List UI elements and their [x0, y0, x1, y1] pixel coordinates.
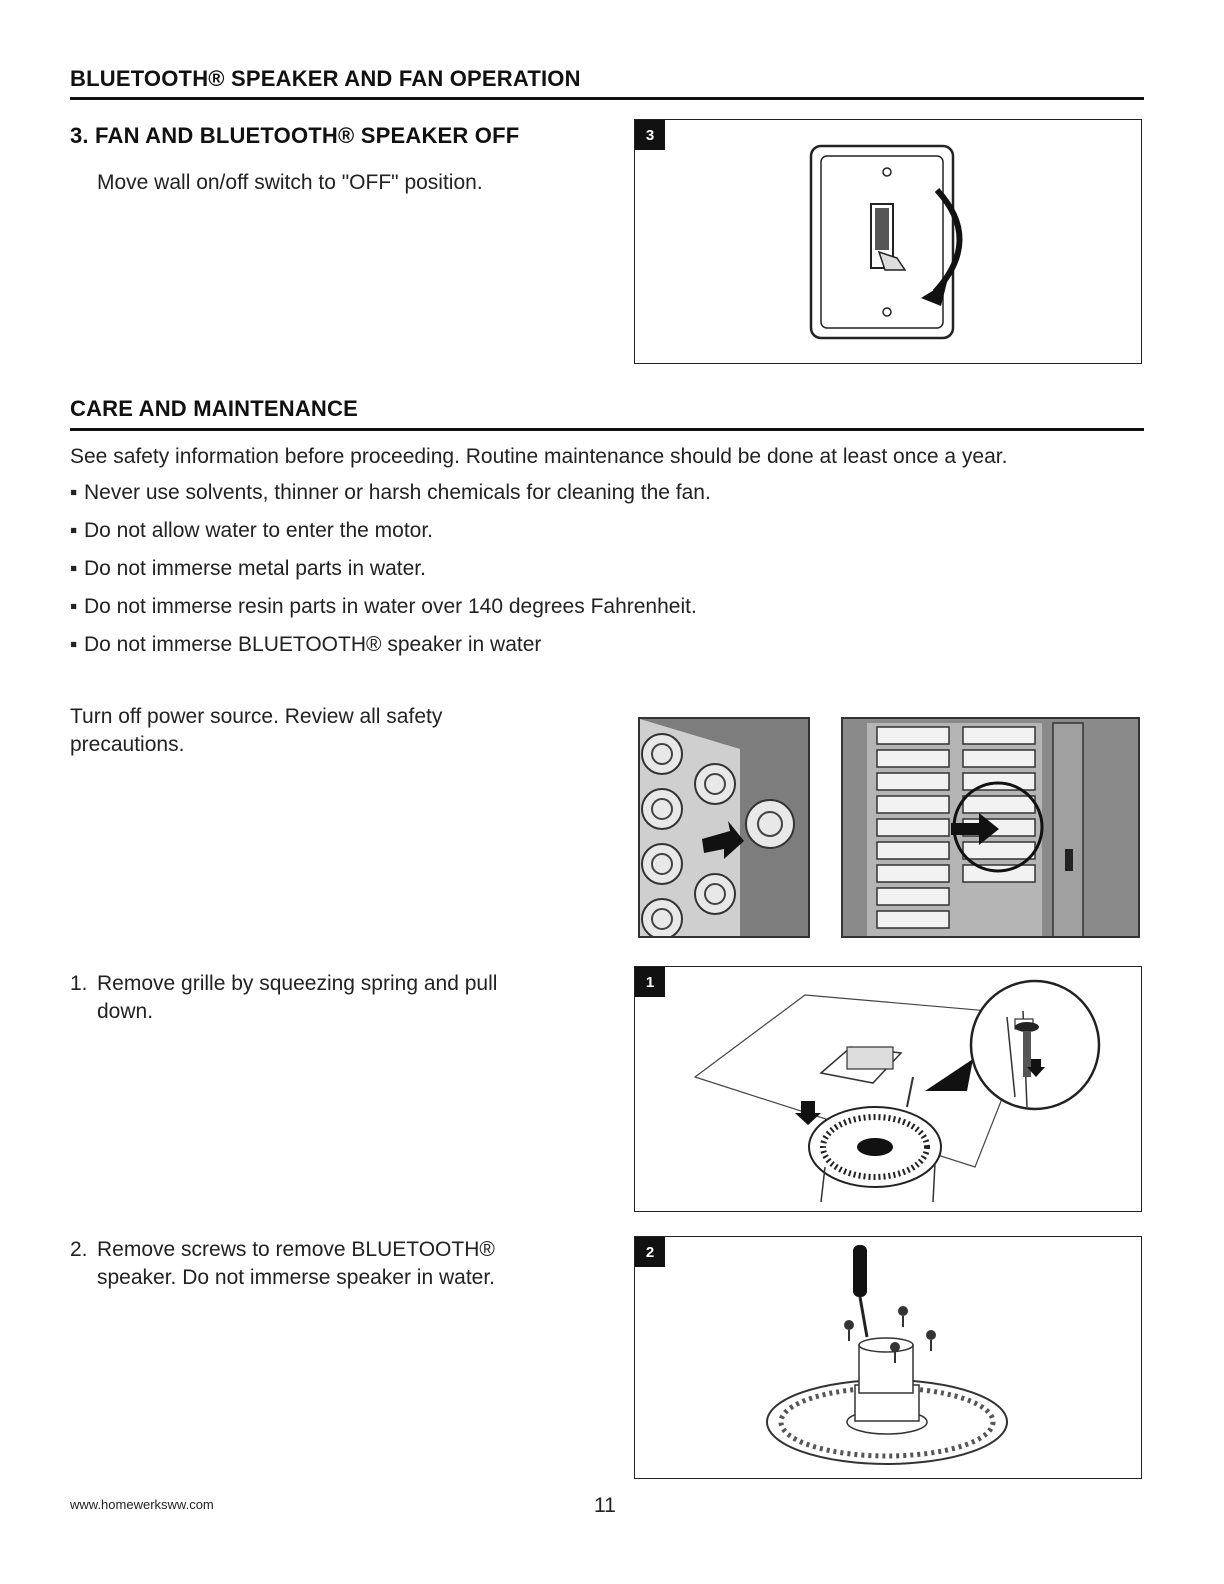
step-title-off: 3. FAN AND BLUETOOTH® SPEAKER OFF: [70, 123, 520, 148]
breaker-closeup-image: [638, 717, 810, 938]
figure-remove-speaker: [634, 1236, 1142, 1479]
bullet-text: Do not immerse BLUETOOTH® speaker in water: [84, 633, 542, 656]
power-off-text: Turn off power source. Review all safety precautions.: [70, 705, 443, 756]
step-2: [70, 1236, 540, 1292]
figure-wall-switch: [634, 119, 1142, 364]
bullet-mark: ▪: [70, 557, 78, 580]
section-title-operation: BLUETOOTH® SPEAKER AND FAN OPERATION: [70, 66, 581, 91]
bullet-text: Do not allow water to enter the motor.: [84, 519, 434, 542]
step-1: [70, 970, 540, 1026]
figure-remove-grille: [634, 966, 1142, 1212]
list-item: [70, 593, 1120, 631]
list-item: [70, 555, 1120, 593]
remove-grille-illustration: [635, 967, 1142, 1212]
bullet-mark: ▪: [70, 595, 78, 618]
bullet-mark: ▪: [70, 519, 78, 542]
bullet-text: Do not immerse metal parts in water.: [84, 557, 426, 580]
list-item: [70, 517, 1120, 555]
page-number: 11: [594, 1494, 616, 1517]
step-number: 2.: [70, 1238, 88, 1261]
bullet-mark: ▪: [70, 481, 78, 504]
care-intro: See safety information before proceeding. Routine maintenance should be done at least once a year.: [70, 445, 1008, 468]
footer-website: www.homewerksww.com: [70, 1497, 214, 1512]
section-title-care: CARE AND MAINTENANCE: [70, 396, 358, 421]
list-item: [70, 631, 1120, 669]
bullet-mark: ▪: [70, 633, 78, 656]
section-divider: [70, 428, 1144, 431]
bullet-text: Do not immerse resin parts in water over 140 degrees Fahrenheit.: [84, 595, 697, 618]
figure-number: 3: [635, 120, 665, 150]
step-text-off: Move wall on/off switch to "OFF" position.: [97, 171, 483, 194]
breaker-panel-image: [841, 717, 1140, 938]
section-divider: [70, 97, 1144, 100]
wall-switch-illustration: [635, 120, 1142, 364]
list-item: [70, 479, 1120, 517]
step-number: 1.: [70, 972, 88, 995]
step-text: Remove screws to remove BLUETOOTH® speaker. Do not immerse speaker in water.: [97, 1238, 496, 1289]
bullet-text: Never use solvents, thinner or harsh chemicals for cleaning the fan.: [84, 481, 711, 504]
step-text: Remove grille by squeezing spring and pull down.: [97, 972, 498, 1023]
figure-number: 2: [635, 1237, 665, 1267]
remove-speaker-illustration: [635, 1237, 1142, 1479]
figure-number: 1: [635, 967, 665, 997]
care-bullet-list: [70, 479, 1120, 669]
